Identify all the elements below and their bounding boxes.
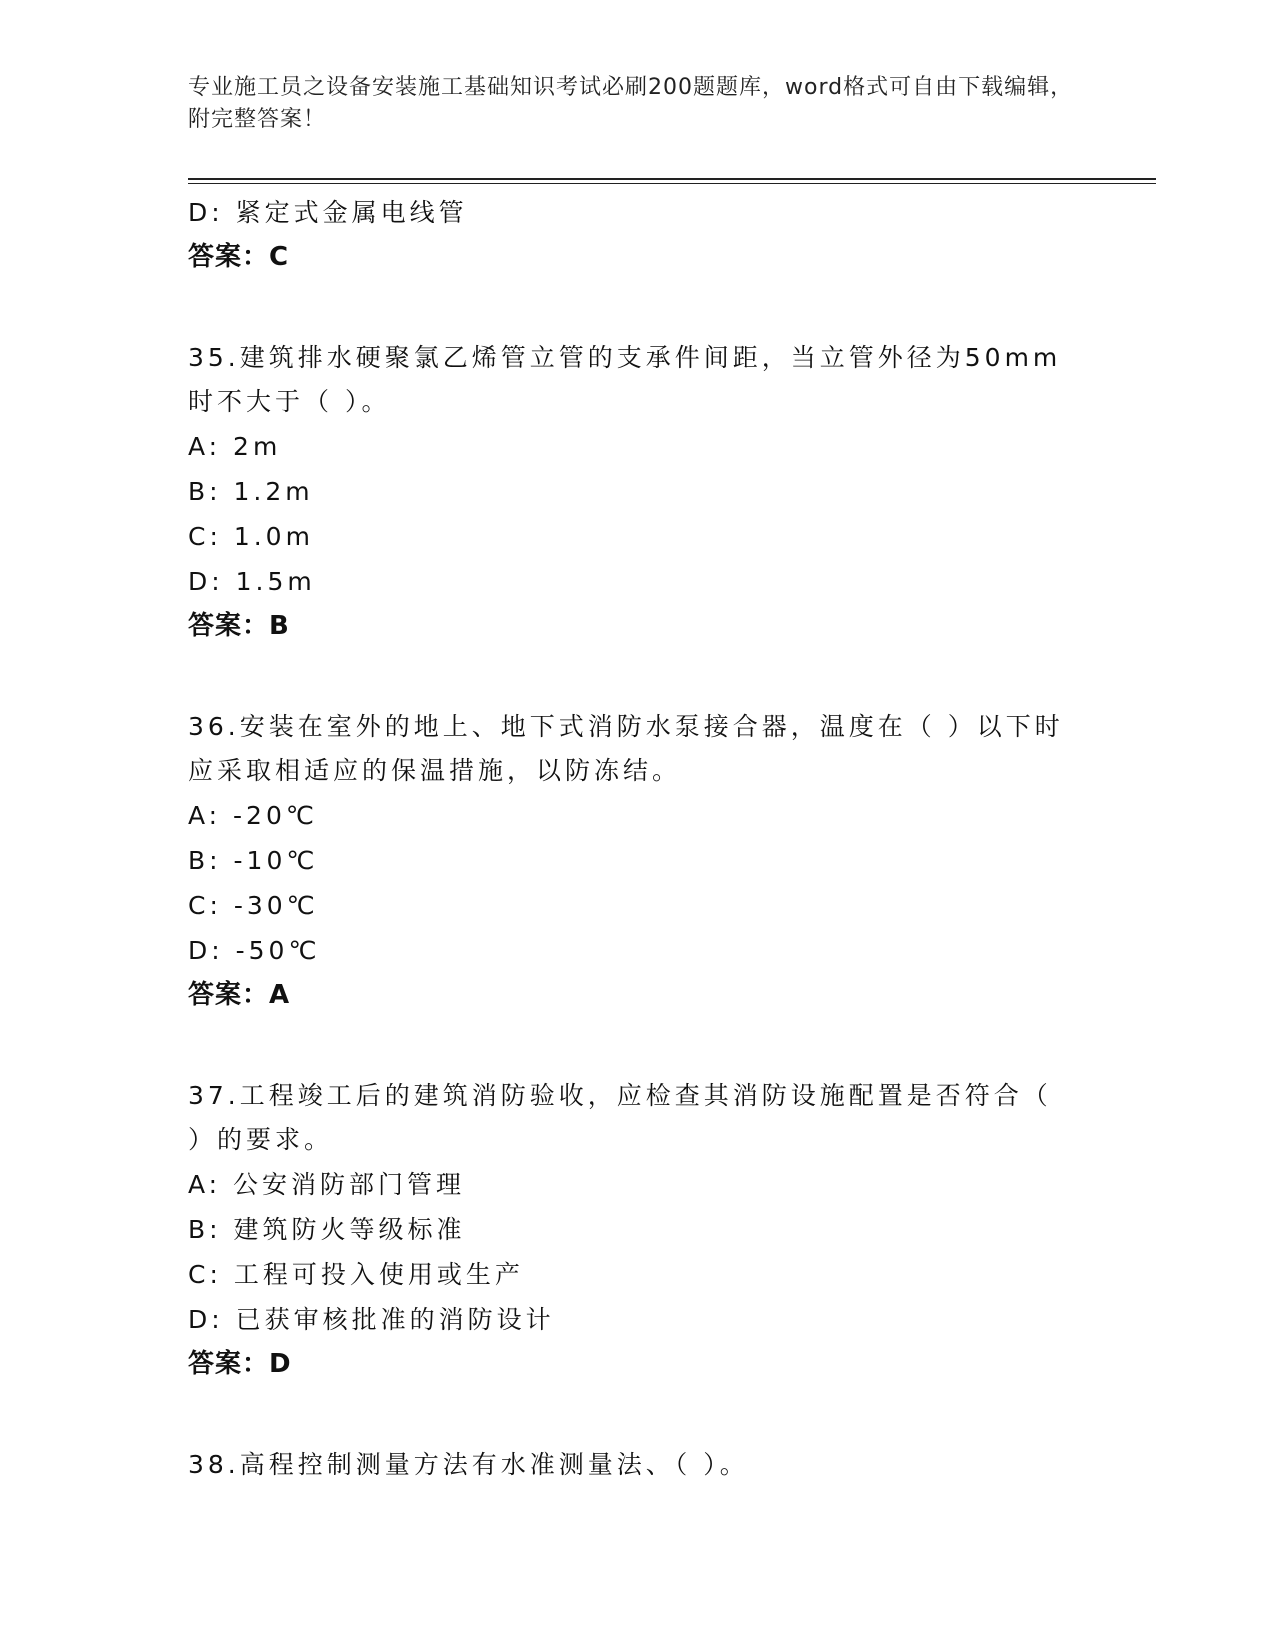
answer-line: 答案：B [188,611,290,641]
option-c: C: 工程可投入使用或生产 [188,1260,524,1289]
option-a: A: -20℃ [188,801,318,830]
document-header: 专业施工员之设备安装施工基础知识考试必刷200题题库，word格式可自由下载编辑，附完整答案！ [188,75,1074,132]
answer-line: 答案：A [188,980,291,1010]
option-a: A: 公安消防部门管理 [188,1170,466,1199]
question-text: 38.高程控制测量方法有水准测量法、（ ）。 [188,1450,749,1479]
question-38 [188,1443,1088,1487]
option-a: A: 2m [188,432,282,461]
option-b: B: -10℃ [188,846,319,875]
option-c: C: -30℃ [188,891,319,920]
option-b: B: 建筑防火等级标准 [188,1215,466,1244]
question-list [188,190,1088,1487]
question-37 [188,1074,1088,1387]
question-36 [188,705,1088,1018]
option-d: D: 已获审核批准的消防设计 [188,1305,555,1334]
option-d: D: -50℃ [188,936,321,965]
answer-line: 答案：C [188,242,290,272]
option-c: C: 1.0m [188,522,314,551]
option-d: D: 紧定式金属电线管 [188,198,468,227]
header-rule-thick [188,178,1156,180]
previous-question-tail [188,190,1088,280]
option-b: B: 1.2m [188,477,314,506]
question-text: 37.工程竣工后的建筑消防验收，应检查其消防设施配置是否符合（ ）的要求。 [188,1081,1052,1154]
question-text: 36.安装在室外的地上、地下式消防水泵接合器，温度在（ ）以下时应采取相适应的保温措施，以防冻结。 [188,712,1064,785]
option-d: D: 1.5m [188,567,316,596]
question-text: 35.建筑排水硬聚氯乙烯管立管的支承件间距，当立管外径为50mm时不大于（ ）。 [188,343,1062,416]
question-35 [188,336,1088,649]
answer-line: 答案：D [188,1349,292,1379]
header-rule-thin [188,183,1156,184]
